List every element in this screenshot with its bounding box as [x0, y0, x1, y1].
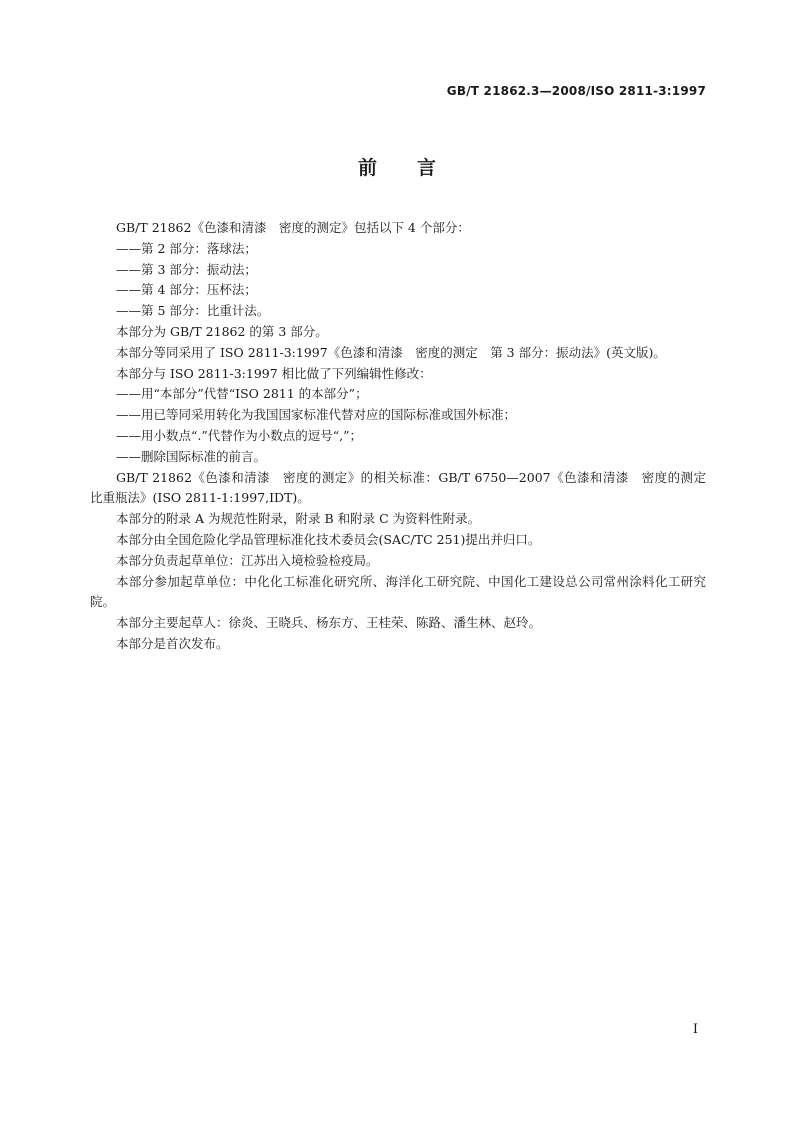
paragraph-proposed-by: 本部分由全国危险化学品管理标准化技术委员会(SAC/TC 251)提出并归口。 [116, 531, 541, 547]
standard-number-header: GB/T 21862.3—2008/ISO 2811-3:1997 [446, 84, 706, 98]
list-item-part-4: ——第 4 部分：压杯法； [116, 282, 257, 298]
foreword-body [90, 218, 719, 655]
list-item-modification-2: ——用已等同采用转化为我国国家标准代替对应的国际标准或国外标准； [116, 407, 517, 423]
paragraph-this-part: 本部分为 GB/T 21862 的第 3 部分。 [116, 323, 328, 339]
paragraph-first-release: 本部分是首次发布。 [116, 635, 229, 651]
list-item-part-3: ——第 3 部分：振动法； [116, 261, 257, 277]
paragraph-annexes: 本部分的附录 A 为规范性附录，附录 B 和附录 C 为资料性附录。 [116, 511, 481, 527]
page-title: 前言 [357, 157, 476, 179]
paragraph-drafting-unit: 本部分负责起草单位：江苏出入境检验检疫局。 [116, 552, 379, 568]
paragraph-parts-intro: GB/T 21862《色漆和清漆 密度的测定》包括以下 4 个部分： [116, 220, 470, 235]
paragraph-equivalence: 本部分等同采用了 ISO 2811-3:1997《色漆和清漆 密度的测定 第 3 部分：振动法》(英文版)。 [116, 344, 666, 360]
list-item-part-2: ——第 2 部分：落球法； [116, 240, 257, 256]
paragraph-modifications-intro: 本部分与 ISO 2811-3:1997 相比做了下列编辑性修改： [116, 365, 432, 381]
list-item-modification-4: ——删除国际标准的前言。 [116, 448, 267, 464]
list-item-modification-1: ——用“本部分”代替“ISO 2811 的本部分”； [116, 386, 368, 402]
paragraph-related-standards: GB/T 21862《色漆和清漆 密度的测定》的相关标准：GB/T 6750—2007《色漆和清漆 密度的测定 比重瓶法》(ISO 2811-1:1997,IDT)。 [90, 469, 719, 506]
paragraph-participating-units: 本部分参加起草单位：中化化工标准化研究所、海洋化工研究院、中国化工建设总公司常州涂料化工研究院。 [90, 573, 706, 610]
list-item-modification-3: ——用小数点“.”代替作为小数点的逗号“,”； [116, 427, 363, 443]
list-item-part-5: ——第 5 部分：比重计法。 [116, 303, 270, 319]
paragraph-main-drafters: 本部分主要起草人：徐炎、王晓兵、杨东方、王桂荣、陈路、潘生林、赵玲。 [116, 615, 542, 631]
page-number: I [692, 1022, 698, 1037]
